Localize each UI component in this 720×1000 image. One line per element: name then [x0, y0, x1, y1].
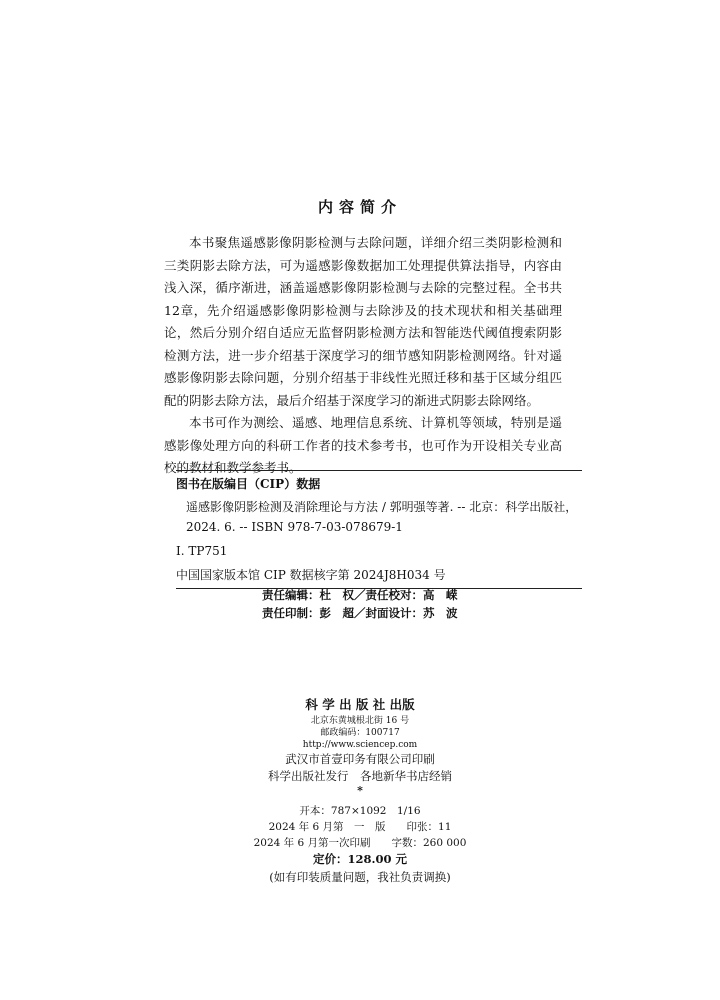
credits-block: [176, 586, 582, 622]
cip-classification: I. TP751: [176, 544, 228, 558]
quality-note: (如有印装质量问题，我社负责调换): [269, 870, 451, 884]
distribution-info: 科学出版社发行 各地新华书店经销: [268, 769, 452, 783]
publisher-name: 科 学 出 版 社 出版: [305, 697, 415, 712]
summary-body: [164, 232, 562, 480]
price: 定价：128.00 元: [312, 852, 407, 866]
credits-production: 责任印制：彭 超／封面设计：苏 波: [262, 606, 458, 620]
separator-star: *: [357, 784, 363, 797]
publisher-website: http://www.sciencep.com: [302, 740, 418, 750]
cip-title: 图书在版编目（CIP）数据: [176, 477, 321, 491]
summary-paragraph: 本书可作为测绘、遥感、地理信息系统、计算机等领域，特别是遥感影像处理方向的科研工作者的技术参考书，也可作为开设相关专业高校的教材和教学参考书。: [164, 415, 562, 475]
summary-title: 内容简介: [317, 198, 402, 216]
publisher-postcode: 邮政编码：100717: [320, 728, 400, 738]
publisher-address: 北京东黄城根北街 16 号: [310, 716, 410, 726]
credits-editors: 责任编辑：杜 权／责任校对：高 嵘: [262, 588, 458, 602]
printer-name: 武汉市首壹印务有限公司印刷: [285, 752, 435, 766]
cip-description: 遥感影像阴影检测及消除理论与方法 / 郭明强等著. -- 北京：科学出版社，2024. 6. -- ISBN 978-7-03-078679-1: [186, 500, 578, 534]
edition-info: 2024 年 6 月第 一 版 印张：11: [268, 821, 452, 833]
summary-paragraph: 本书聚焦遥感影像阴影检测与去除问题，详细介绍三类阴影检测和三类阴影去除方法，可为遥感影像数据加工处理提供算法指导，内容由浅入深，循序渐进，涵盖遥感影像阴影检测与去除的完整过程。全书共12章，先介绍遥感影像阴影检测与去除涉及的技术现状和相关基础理论，然后分别介绍自适应无监督阴影检测方法和智能迭代阈值搜索阴影检测方法，进一步介绍基于深度学习的细节感知阴影检测网络。针对遥感影像阴影去除问题，分别介绍基于非线性光照迁移和基于区域分组匹配的阴影去除方法，最后介绍基于深度学习的渐进式阴影去除网络。: [164, 235, 562, 408]
format-info: 开本：787×1092 1/16: [299, 805, 421, 817]
colophon: [0, 695, 720, 886]
cip-block: [176, 470, 582, 589]
printing-info: 2024 年 6 月第一次印刷 字数：260 000: [253, 837, 467, 849]
cip-record-number: 中国国家版本馆 CIP 数据核字第 2024J8H034 号: [176, 568, 446, 582]
